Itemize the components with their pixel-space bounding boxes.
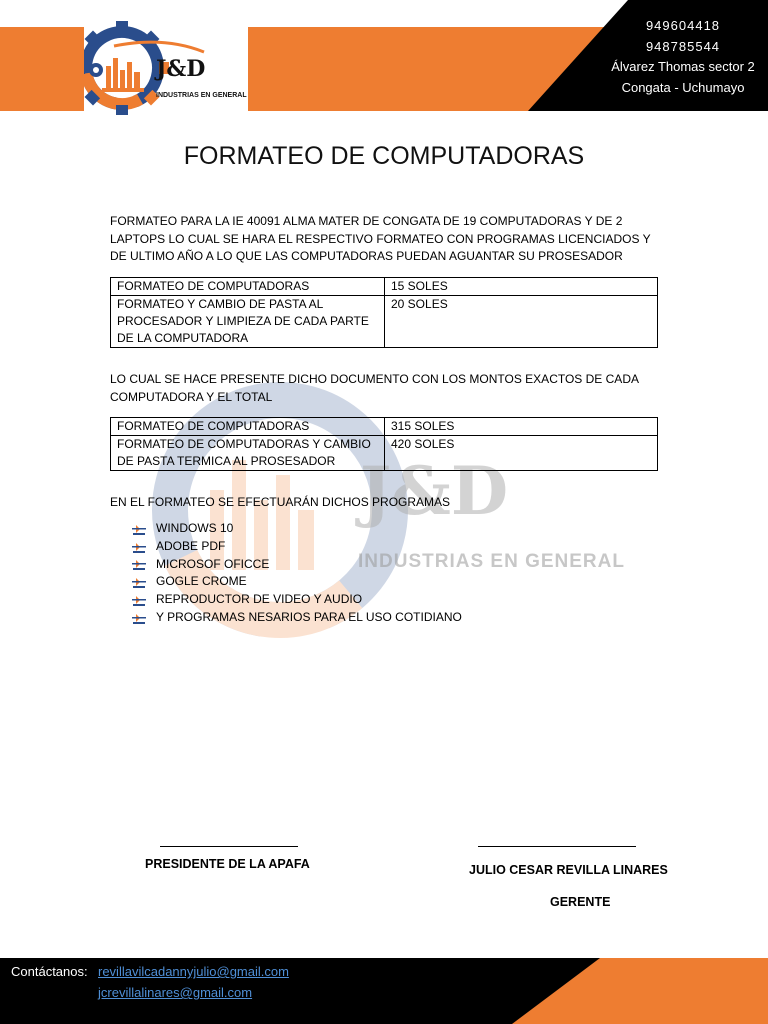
bullet-icon (132, 523, 146, 535)
intro-paragraph: FORMATEO PARA LA IE 40091 ALMA MATER DE CONGATA DE 19 COMPUTADORAS Y DE 2 LAPTOPS LO CUAL SE HARA EL RESPECTIVO FORMATEO CON PROGRAMAS LICENCIADOS Y DE ULTIMO AÑO A LO QUE LAS COMPUTADORAS PUEDAN AGUANTAR SU PROSESADOR (110, 214, 651, 263)
programs-heading: EN EL FORMATEO SE EFECTUARÁN DICHOS PROGRAMAS (110, 495, 451, 509)
signature-line-right (478, 846, 636, 847)
logo-subtitle: INDUSTRIAS EN GENERAL (156, 92, 247, 99)
bullet-icon (132, 576, 146, 588)
table-cell-price: 20 SOLES (385, 296, 658, 348)
contact-info (600, 16, 766, 98)
email-link-2[interactable]: jcrevillalinares@gmail.com (98, 985, 253, 1000)
signature-line-left (160, 846, 298, 847)
table-cell-item: FORMATEO DE COMPUTADORAS (111, 278, 385, 296)
logo-title: J&D (156, 56, 206, 82)
table-cell-item: FORMATEO Y CAMBIO DE PASTA AL PROCESADOR Y LIMPIEZA DE CADA PARTE DE LA COMPUTADORA (111, 296, 385, 348)
list-item (132, 556, 462, 574)
company-logo (84, 18, 248, 116)
signature-right-name: JULIO CESAR REVILLA LINARES (469, 863, 668, 877)
totals-table (110, 417, 658, 471)
bullet-icon (132, 541, 146, 553)
table-row (111, 418, 658, 436)
list-item (132, 591, 462, 609)
programs-list (132, 520, 462, 627)
phone-1: 949604418 (645, 18, 721, 33)
footer-contact-label: Contáctanos: (11, 964, 88, 979)
table-cell-price: 420 SOLES (385, 436, 658, 471)
signature-left-label: PRESIDENTE DE LA APAFA (145, 857, 310, 871)
page-title: FORMATEO DE COMPUTADORAS (183, 142, 585, 170)
program-name: WINDOWS 10 (156, 521, 234, 535)
table-cell-price: 15 SOLES (385, 278, 658, 296)
address-line-1: Álvarez Thomas sector 2 (611, 59, 755, 74)
bullet-icon (132, 558, 146, 570)
list-item (132, 538, 462, 556)
program-name: MICROSOF OFICCE (156, 556, 270, 571)
unit-price-table (110, 277, 658, 348)
table-cell-price: 315 SOLES (385, 418, 658, 436)
totals-paragraph: LO CUAL SE HACE PRESENTE DICHO DOCUMENTO CON LOS MONTOS EXACTOS DE CADA COMPUTADORA Y EL TOTAL (110, 372, 639, 404)
list-item (132, 573, 462, 591)
address-line-2: Congata - Uchumayo (621, 79, 745, 95)
email-link-1[interactable]: revillavilcadannyjulio@gmail.com (98, 964, 289, 979)
table-row (111, 436, 658, 471)
bullet-icon (132, 594, 146, 606)
program-name: ADOBE PDF (156, 538, 226, 553)
table-cell-item: FORMATEO DE COMPUTADORAS Y CAMBIO DE PASTA TERMICA AL PROSESADOR (111, 436, 385, 471)
watermark-title: J&D (360, 452, 509, 530)
signature-right-role: GERENTE (550, 895, 611, 909)
program-name: Y PROGRAMAS NESARIOS PARA EL USO COTIDIANO (156, 609, 462, 624)
table-row (111, 296, 658, 348)
table-row (111, 278, 658, 296)
program-name: GOGLE CROME (156, 574, 247, 589)
phone-2: 948785544 (645, 38, 721, 54)
list-item (132, 520, 462, 538)
bullet-icon (132, 612, 146, 624)
list-item (132, 609, 462, 627)
program-name: REPRODUCTOR DE VIDEO Y AUDIO (156, 592, 363, 607)
watermark-subtitle: INDUSTRIAS EN GENERAL (358, 551, 625, 572)
table-cell-item: FORMATEO DE COMPUTADORAS (111, 418, 385, 436)
